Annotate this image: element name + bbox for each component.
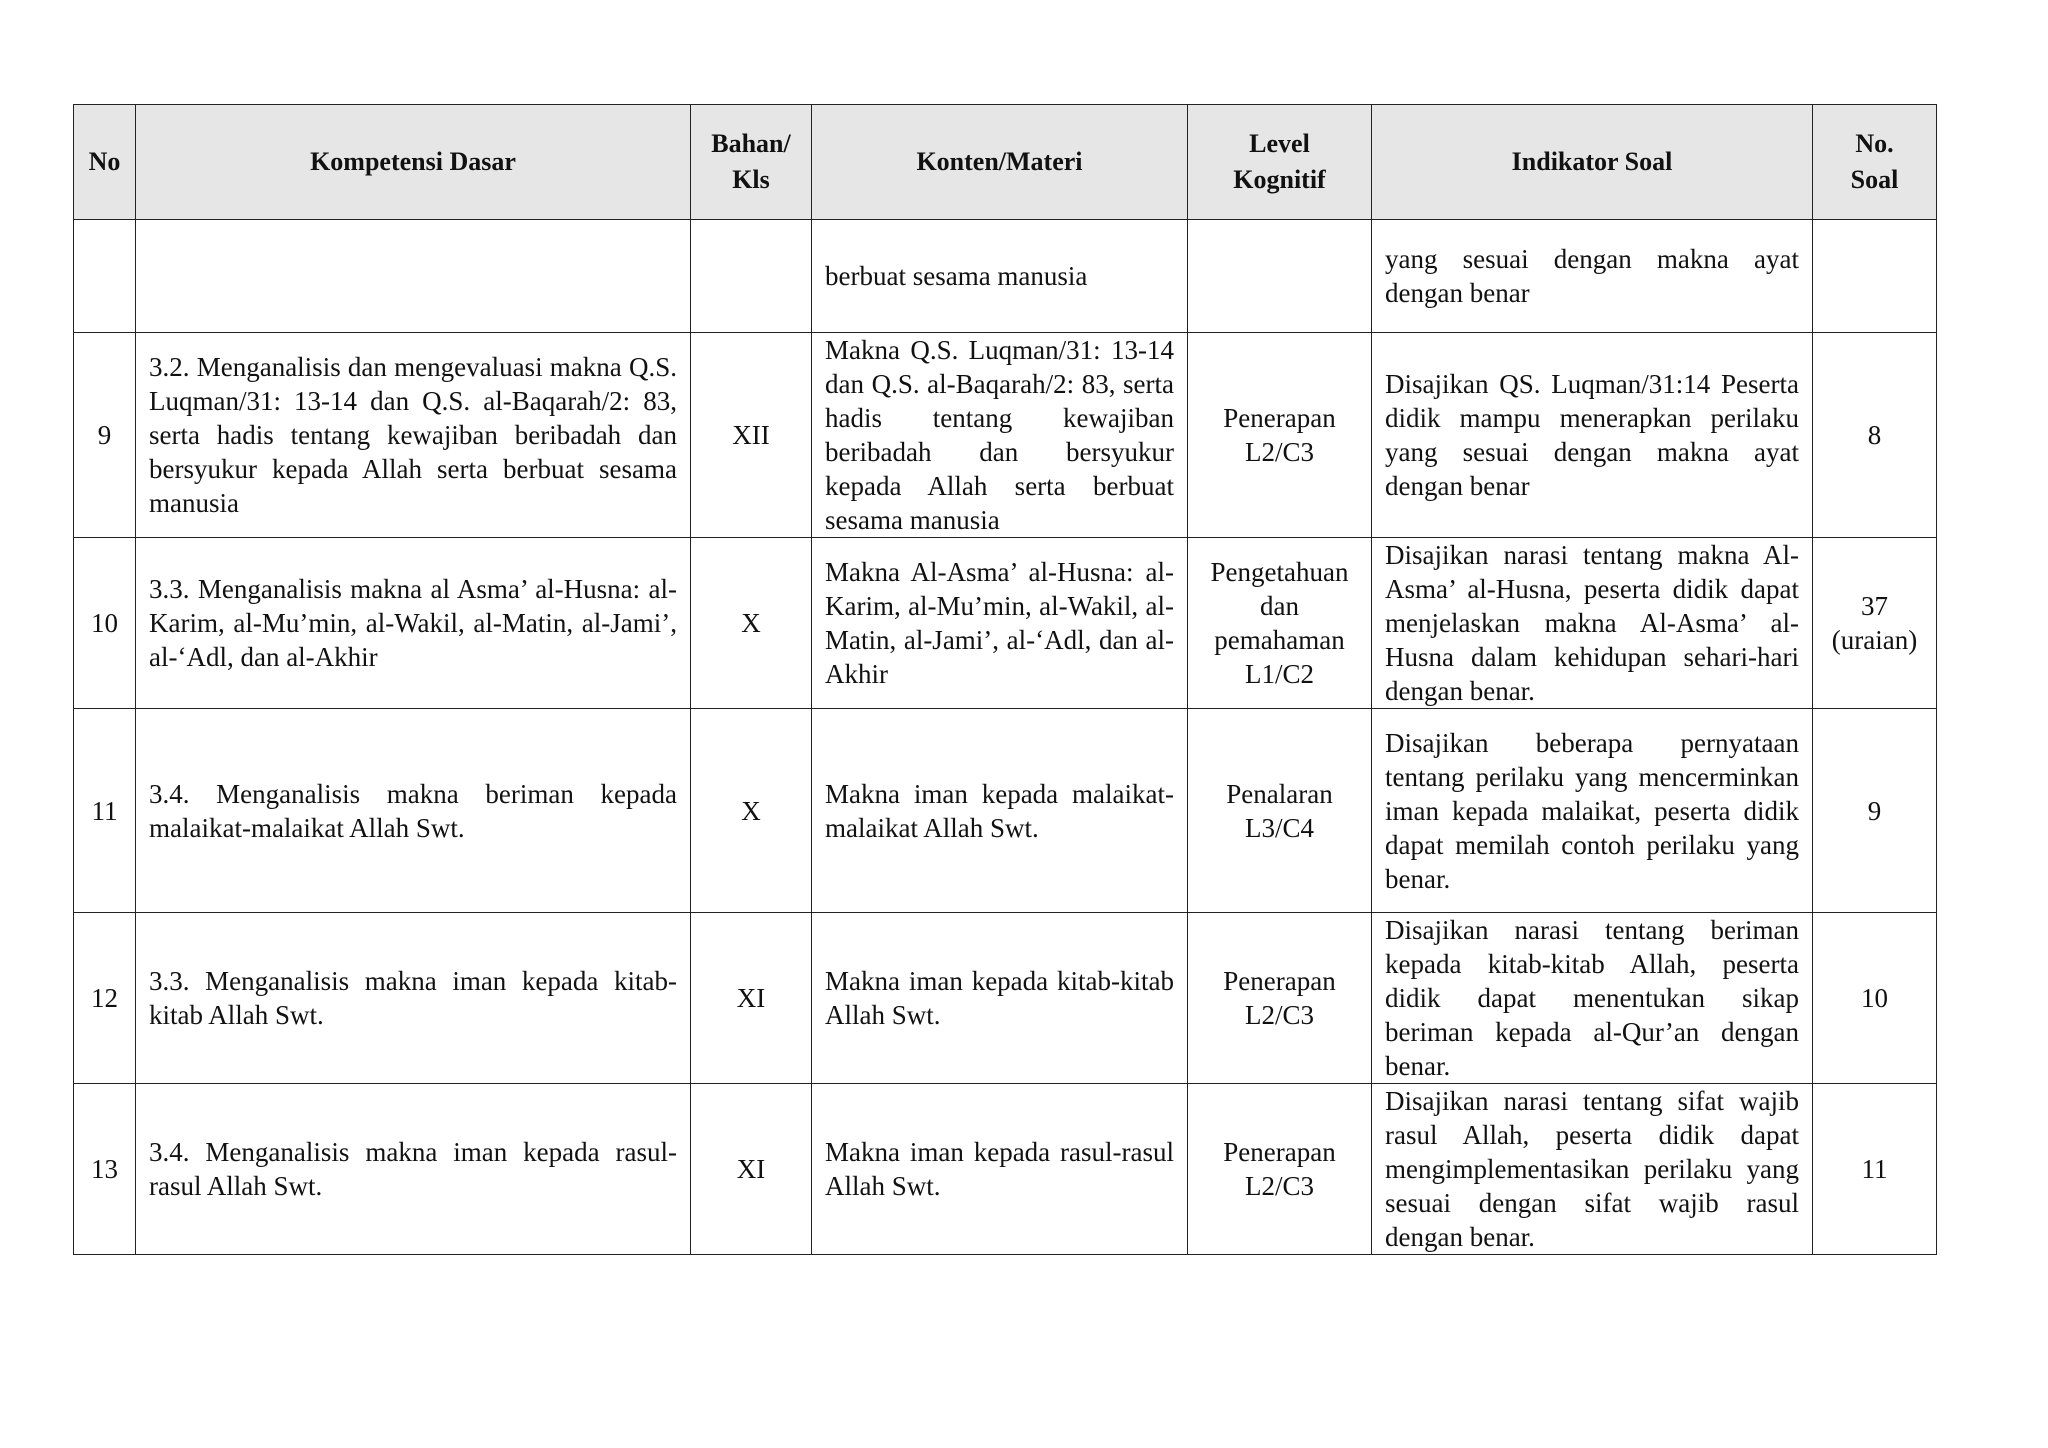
table-row	[74, 220, 1937, 333]
header-bahan-kls: Bahan/ Kls	[691, 105, 812, 220]
cell-indikator-soal: Disajikan QS. Luqman/31:14 Peserta didik mampu menerapkan perilaku yang sesuai dengan makna ayat dengan benar	[1372, 333, 1813, 538]
cell-kls	[691, 220, 812, 333]
cell-kompetensi-dasar	[136, 220, 691, 333]
cell-level-kognitif: Penalaran L3/C4	[1188, 709, 1372, 913]
cell-indikator-soal: Disajikan beberapa pernyataan tentang perilaku yang mencerminkan iman kepada malaikat, peserta didik dapat memilah contoh perilaku yang benar.	[1372, 709, 1813, 913]
cell-konten-materi: Makna iman kepada rasul-rasul Allah Swt.	[812, 1084, 1188, 1255]
cell-indikator-soal: Disajikan narasi tentang sifat wajib rasul Allah, peserta didik dapat mengimplementasikan perilaku yang sesuai dengan sifat wajib rasul dengan benar.	[1372, 1084, 1813, 1255]
cell-no-soal	[1813, 220, 1937, 333]
cell-konten-materi: Makna iman kepada malaikat-malaikat Allah Swt.	[812, 709, 1188, 913]
header-kompetensi-dasar: Kompetensi Dasar	[136, 105, 691, 220]
cell-kompetensi-dasar: 3.4. Menganalisis makna iman kepada rasul-rasul Allah Swt.	[136, 1084, 691, 1255]
cell-konten-materi: Makna Al-Asma’ al-Husna: al-Karim, al-Mu’min, al-Wakil, al-Matin, al-Jami’, al-‘Adl, dan al-Akhir	[812, 538, 1188, 709]
cell-level-kognitif	[1188, 220, 1372, 333]
table-row	[74, 709, 1937, 913]
table-row	[74, 333, 1937, 538]
cell-level-kognitif: Penerapan L2/C3	[1188, 1084, 1372, 1255]
document-page	[73, 104, 1936, 1255]
cell-no: 11	[74, 709, 136, 913]
cell-level-kognitif: Penerapan L2/C3	[1188, 913, 1372, 1084]
cell-no	[74, 220, 136, 333]
header-no-soal: No. Soal	[1813, 105, 1937, 220]
cell-kompetensi-dasar: 3.3. Menganalisis makna iman kepada kitab-kitab Allah Swt.	[136, 913, 691, 1084]
table-row	[74, 913, 1937, 1084]
cell-kls: XII	[691, 333, 812, 538]
cell-no-soal: 9	[1813, 709, 1937, 913]
header-row	[74, 105, 1937, 220]
cell-no: 13	[74, 1084, 136, 1255]
cell-no: 10	[74, 538, 136, 709]
header-indikator-soal: Indikator Soal	[1372, 105, 1813, 220]
cell-konten-materi: berbuat sesama manusia	[812, 220, 1188, 333]
table-row	[74, 1084, 1937, 1255]
table-row	[74, 538, 1937, 709]
cell-konten-materi: Makna iman kepada kitab-kitab Allah Swt.	[812, 913, 1188, 1084]
cell-no-soal: 37 (uraian)	[1813, 538, 1937, 709]
cell-no-soal: 8	[1813, 333, 1937, 538]
cell-level-kognitif: Penerapan L2/C3	[1188, 333, 1372, 538]
cell-kompetensi-dasar: 3.3. Menganalisis makna al Asma’ al-Husna: al-Karim, al-Mu’min, al-Wakil, al-Matin, al-Jami’, al-‘Adl, dan al-Akhir	[136, 538, 691, 709]
cell-kls: XI	[691, 913, 812, 1084]
cell-konten-materi: Makna Q.S. Luqman/31: 13-14 dan Q.S. al-Baqarah/2: 83, serta hadis tentang kewajiban beribadah dan bersyukur kepada Allah serta berbuat sesama manusia	[812, 333, 1188, 538]
cell-kompetensi-dasar: 3.2. Menganalisis dan mengevaluasi makna Q.S. Luqman/31: 13-14 dan Q.S. al-Baqarah/2: 83, serta hadis tentang kewajiban beribadah dan bersyukur kepada Allah serta berbuat sesama manusia	[136, 333, 691, 538]
header-konten-materi: Konten/Materi	[812, 105, 1188, 220]
cell-no: 12	[74, 913, 136, 1084]
header-no: No	[74, 105, 136, 220]
cell-indikator-soal: Disajikan narasi tentang beriman kepada kitab-kitab Allah, peserta didik dapat menentukan sikap beriman kepada al-Qur’an dengan benar.	[1372, 913, 1813, 1084]
cell-level-kognitif: Pengetahuan dan pemahaman L1/C2	[1188, 538, 1372, 709]
kisi-kisi-table	[73, 104, 1937, 1255]
cell-indikator-soal: Disajikan narasi tentang makna Al-Asma’ al-Husna, peserta didik dapat menjelaskan makna Al-Asma’ al-Husna dalam kehidupan sehari-hari dengan benar.	[1372, 538, 1813, 709]
cell-kls: XI	[691, 1084, 812, 1255]
cell-no-soal: 10	[1813, 913, 1937, 1084]
cell-indikator-soal: yang sesuai dengan makna ayat dengan benar	[1372, 220, 1813, 333]
cell-kls: X	[691, 538, 812, 709]
cell-kls: X	[691, 709, 812, 913]
header-level-kognitif: Level Kognitif	[1188, 105, 1372, 220]
cell-no: 9	[74, 333, 136, 538]
cell-kompetensi-dasar: 3.4. Menganalisis makna beriman kepada malaikat-malaikat Allah Swt.	[136, 709, 691, 913]
table-body	[74, 220, 1937, 1255]
cell-no-soal: 11	[1813, 1084, 1937, 1255]
table-header	[74, 105, 1937, 220]
